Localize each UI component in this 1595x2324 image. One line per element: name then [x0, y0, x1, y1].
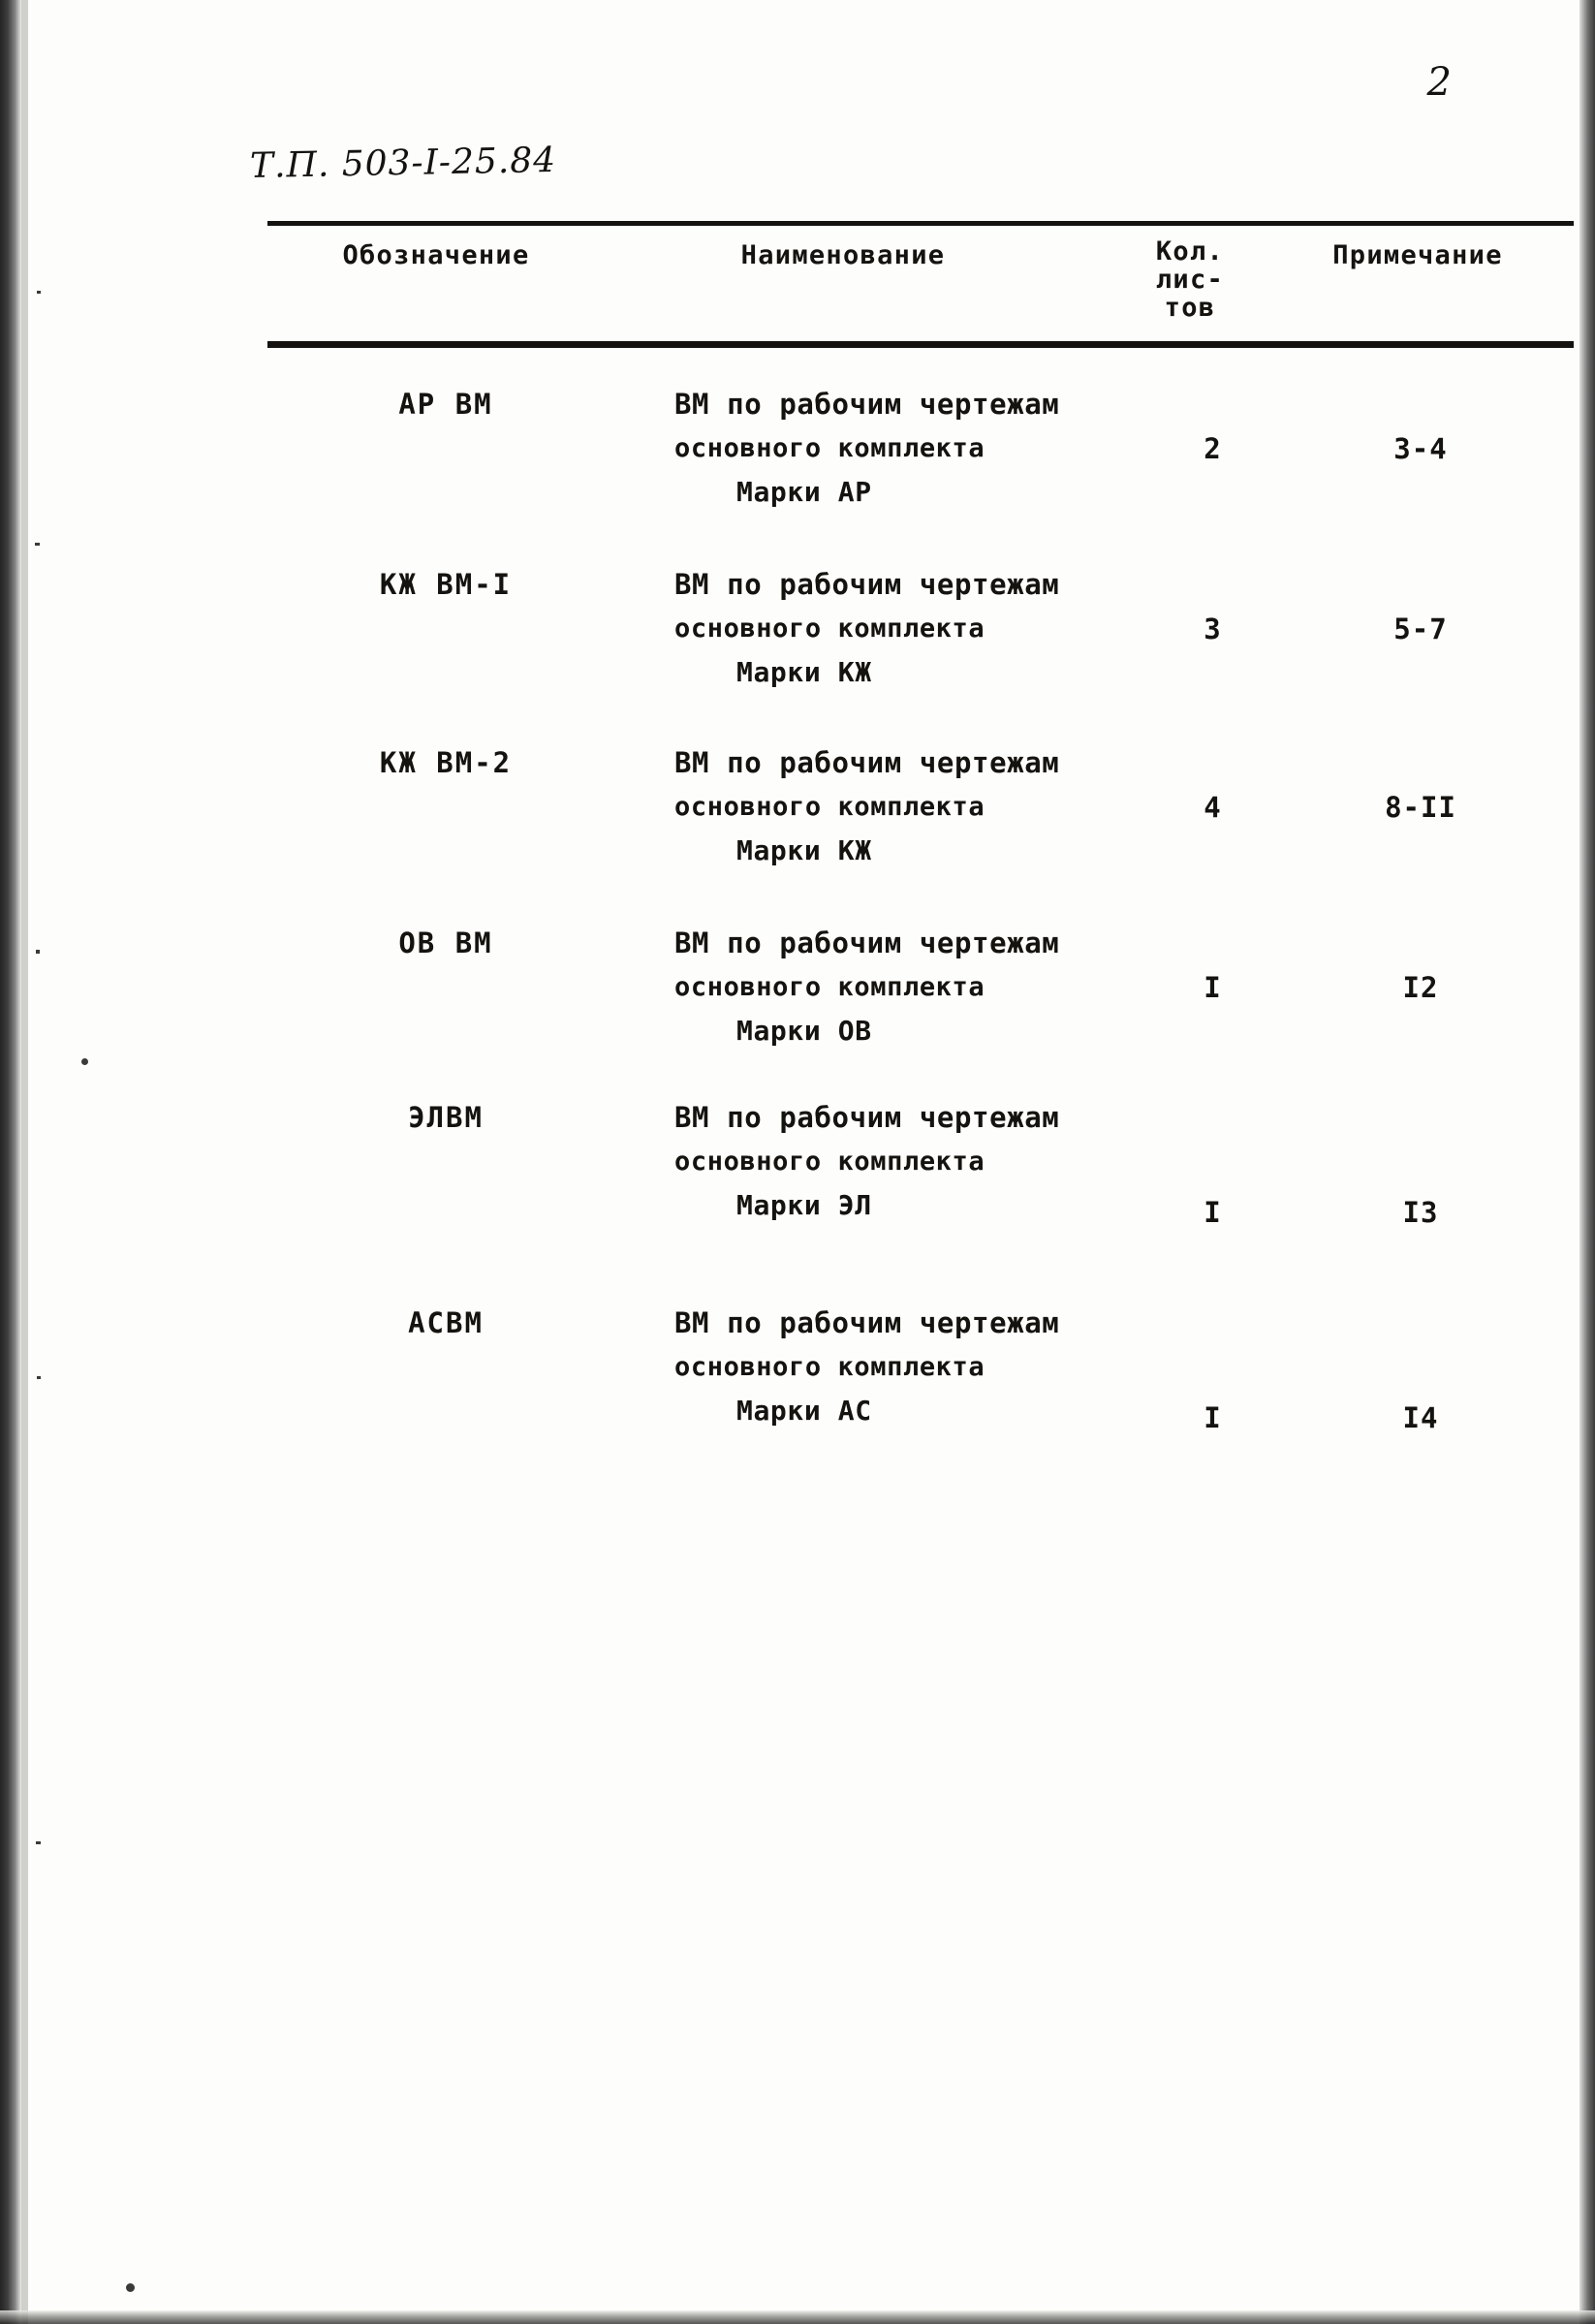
cell-name	[674, 562, 1159, 694]
cell-note: I4	[1402, 1401, 1439, 1434]
cell-name-line2: основного комплекта	[674, 1146, 985, 1177]
cell-sheets: I	[1204, 1401, 1221, 1434]
cell-name-line1: ВМ по рабочим чертежам	[674, 1101, 1060, 1134]
cell-note: I2	[1402, 971, 1439, 1004]
cell-name-line2: основного комплекта	[674, 791, 985, 822]
table-row	[267, 380, 1574, 545]
cell-name-line1: ВМ по рабочим чертежам	[674, 568, 1060, 601]
cell-name	[674, 382, 1159, 514]
cell-name-line3: Марки ОВ	[736, 1014, 872, 1047]
cell-sheets: I	[1204, 1196, 1221, 1229]
cell-sheets: I	[1204, 971, 1221, 1004]
cell-name-line3: Марки ЭЛ	[736, 1188, 872, 1221]
column-header-designation: Обозначение	[342, 240, 530, 270]
cell-sheets: 3	[1204, 612, 1221, 645]
cell-name-line2: основного комплекта	[674, 971, 985, 1002]
cell-designation: КЖ ВМ-2	[379, 746, 513, 779]
cell-name-line2: основного комплекта	[674, 432, 985, 463]
cell-name-line3: Марки АС	[736, 1394, 872, 1427]
table-row	[267, 919, 1574, 1083]
cell-name	[674, 921, 1159, 1052]
column-header-sheets-line2: лис-	[1155, 265, 1225, 296]
table-top-rule	[267, 221, 1574, 226]
cell-note: 5-7	[1393, 612, 1448, 645]
cell-name-line1: ВМ по рабочим чертежам	[674, 746, 1060, 779]
cell-name-line1: ВМ по рабочим чертежам	[674, 1306, 1060, 1339]
cell-note: 8-II	[1385, 791, 1456, 824]
column-header-name: Наименование	[740, 240, 946, 270]
document-code: Т.П. 503-I-25.84	[249, 140, 557, 187]
cell-name-line1: ВМ по рабочим чертежам	[674, 926, 1060, 959]
cell-name-line1: ВМ по рабочим чертежам	[674, 388, 1060, 421]
cell-name-line3: Марки КЖ	[736, 655, 872, 688]
cell-designation: ОВ ВМ	[398, 926, 493, 959]
cell-name	[674, 1301, 1159, 1432]
table-row	[267, 1093, 1574, 1258]
cell-sheets: 4	[1204, 791, 1221, 824]
table-row	[267, 560, 1574, 725]
page-number: 2	[1426, 60, 1452, 105]
column-header-sheets-line3: тов	[1164, 293, 1216, 324]
cell-designation: ЭЛВМ	[408, 1101, 484, 1134]
cell-name-line3: Марки КЖ	[736, 833, 872, 866]
cell-name-line2: основного комплекта	[674, 1351, 985, 1382]
cell-designation: АР ВМ	[398, 388, 493, 421]
cell-name	[674, 1095, 1159, 1227]
column-header-sheets-line1: Кол.	[1155, 236, 1225, 267]
cell-name	[674, 740, 1159, 872]
cell-note: I3	[1402, 1196, 1439, 1229]
column-header-sheets	[1122, 237, 1258, 322]
table-row	[267, 1299, 1574, 1463]
cell-note: 3-4	[1393, 432, 1448, 465]
cell-sheets: 2	[1204, 432, 1221, 465]
cell-designation: КЖ ВМ-I	[379, 568, 513, 601]
column-header-note: Примечание	[1332, 240, 1503, 270]
table-row	[267, 738, 1574, 903]
table-header-rule	[267, 341, 1574, 348]
cell-name-line2: основного комплекта	[674, 612, 985, 644]
cell-name-line3: Марки АР	[736, 475, 872, 508]
cell-designation: АСВМ	[408, 1306, 484, 1339]
